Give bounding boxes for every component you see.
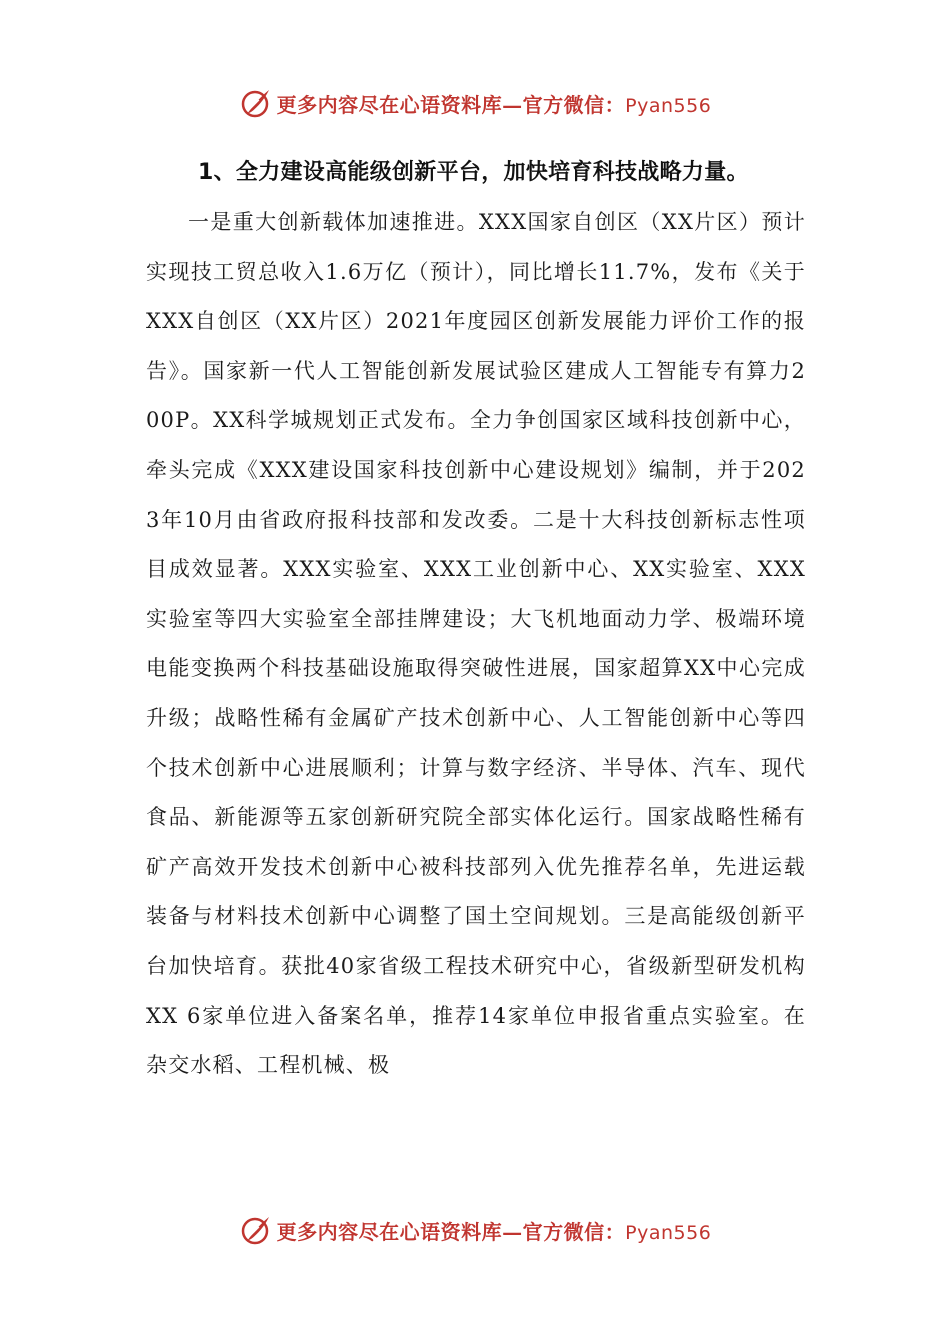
watermark-text: 更多内容尽在心语资料库—官方微信：Pyan556	[276, 1219, 712, 1244]
section-heading: 1、全力建设高能级创新平台，加快培育科技战略力量。	[198, 160, 749, 185]
body-paragraph: 一是重大创新载体加速推进。XXX国家自创区（XX片区）预计实现技工贸总收入1.6万亿（预计），同比增长11.7%，发布《关于XXX自创区（XX片区）2021年度园区创新发展能力评价工作的报告》。国家新一代人工智能创新发展试验区建成人工智能专有算力200P。XX科学城规划正式发布。全力争创国家区域科技创新中心，牵头完成《XXX建设国家科技创新中心建设规划》编制，并于2023年10月由省政府报科技部和发改委。二是十大科技创新标志性项目成效显著。XXX实验室、XXX工业创新中心、XX实验室、XXX实验室等四大实验室全部挂牌建设；大飞机地面动力学、极端环境电能变换两个科技基础设施取得突破性进展，国家超算XX中心完成升级；战略性稀有金属矿产技术创新中心、人工智能创新中心等四个技术创新中心进展顺利；计算与数字经济、半导体、汽车、现代食品、新能源等五家创新研究院全部实体化运行。国家战略性稀有矿产高效开发技术创新中心被科技部列入优先推荐名单，先进运载装备与材料技术创新中心调整了国土空间规划。三是高能级创新平台加快培育。获批40家省级工程技术研究中心，省级新型研发机构XX 6家单位进入备案名单，推荐14家单位申报省重点实验室。在杂交水稻、工程机械、极	[146, 210, 806, 1078]
watermark-text: 更多内容尽在心语资料库—官方微信：Pyan556	[276, 92, 712, 117]
watermark-banner-top	[0, 83, 950, 123]
document-body	[146, 148, 806, 1091]
quill-pen-circle-icon	[239, 1213, 273, 1247]
quill-pen-circle-icon	[239, 86, 273, 120]
wechat-id: Pyan556	[625, 1221, 712, 1244]
watermark-banner-bottom	[0, 1210, 950, 1250]
wechat-id: Pyan556	[625, 94, 712, 117]
